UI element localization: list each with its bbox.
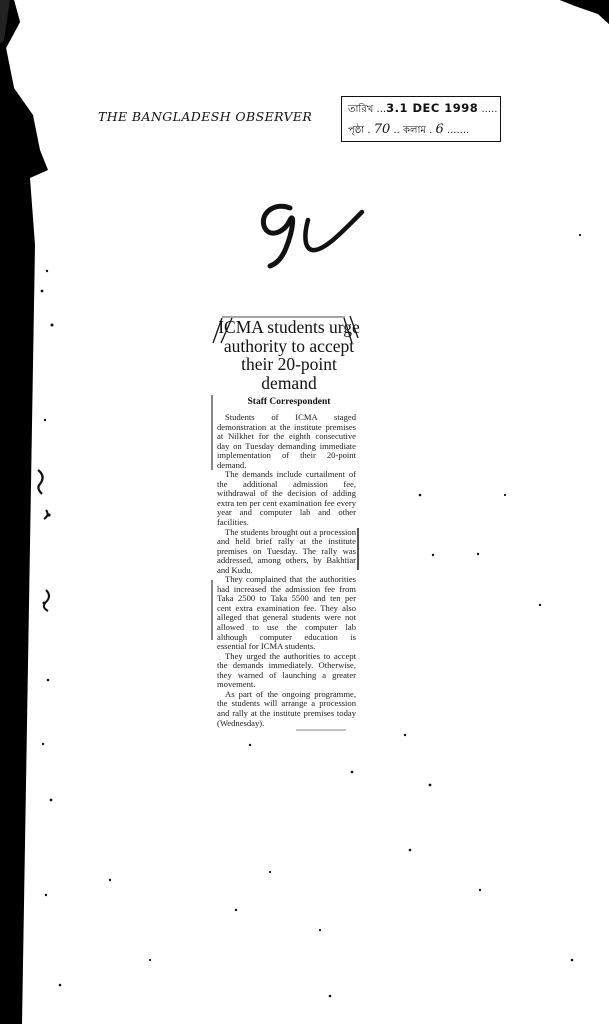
article-paragraph: Students of ICMA staged demonstration at the institute premises at Nilkhet for the eighth consecutive day on Tuesday demanding immediate implementation of their 20-point demand. [217, 412, 356, 470]
stamp-page-value: 70 [373, 122, 391, 137]
article-paragraph: They complained that the authorities had increased the admission fee from Taka 2500 to Taka 5500 and ten per cent extra examination fee. They also alleged that general students were not allowed to use the computer lab although computer education is essential for ICMA students. [217, 574, 356, 652]
article-headline: ICMA students urge authority to accept their 20-point demand [218, 317, 360, 393]
article-paragraph: The students brought out a procession and held brief rally at the institute premises on Tuesday. The rally was addressed, among others, by Bakhtiar and Kudu. [217, 526, 356, 575]
article-body [217, 413, 356, 728]
stamp-column-label: কলাম [403, 125, 426, 136]
article-byline: Staff Correspondent [247, 397, 331, 407]
article-paragraph: They urged the authorities to accept the demands immediately. Otherwise, they warned of launching a greater movement. [217, 650, 356, 690]
stamp-column-value: 6 [435, 122, 444, 137]
article-paragraph: As part of the ongoing programme, the students will arrange a procession and rally at the institute premises today (Wednesday). [217, 688, 356, 728]
stamp-date-value: 3.1 DEC 1998 [386, 101, 479, 115]
handwritten-folio-number [250, 190, 370, 275]
date-page-stamp: তারিখ ...3.1 DEC 1998 ..... পৃষ্ঠা . 70 .. কলাম . 6 ....... [341, 96, 501, 142]
stamp-date-label: তারিখ [348, 104, 374, 115]
stamp-page-label: পৃষ্ঠা [348, 125, 365, 136]
newspaper-masthead: THE BANGLADESH OBSERVER [98, 109, 313, 124]
folio-ink [250, 190, 370, 270]
article-paragraph: The demands include curtailment of the additional admission fee, withdrawal of the decision of adding extra ten per cent examination fee every year and computer lab and other facilities. [217, 469, 356, 528]
